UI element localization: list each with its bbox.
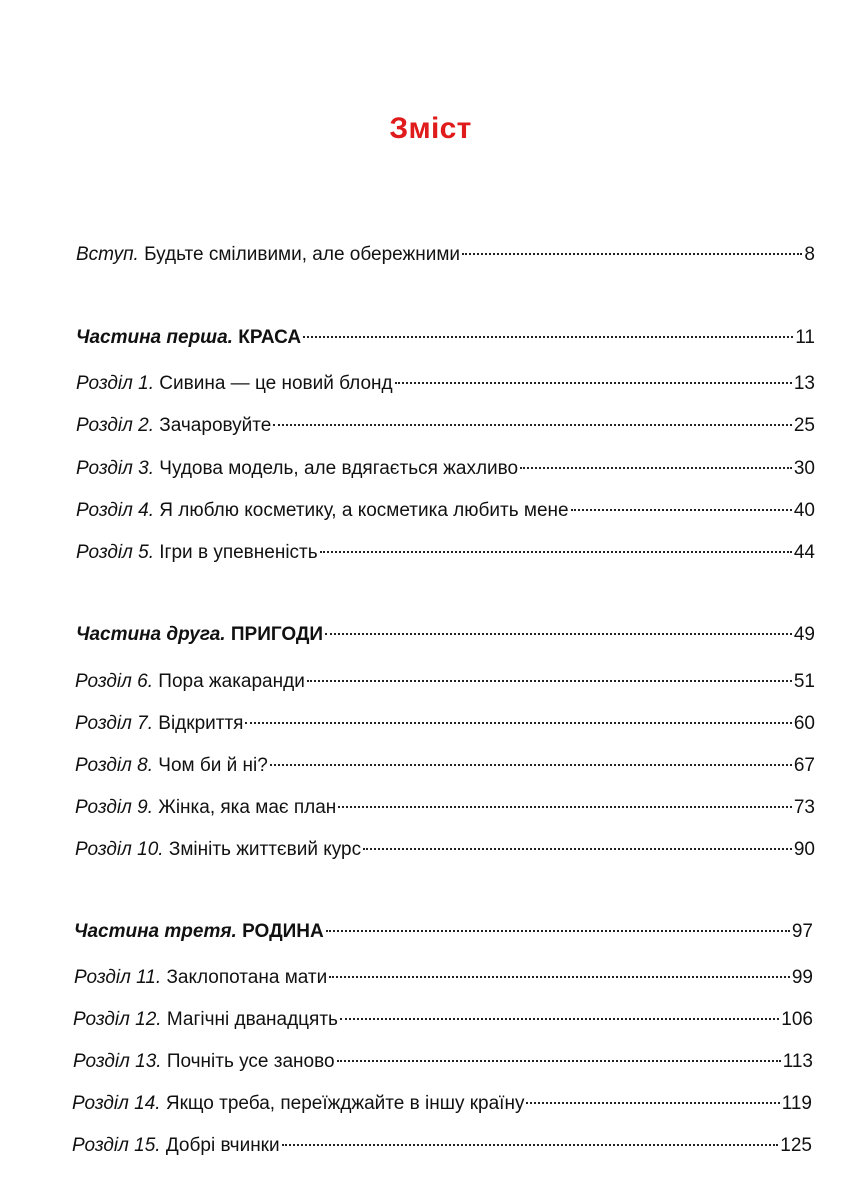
toc-entry-prefix: Розділ 10. [75,839,164,860]
toc-page-number: 11 [795,327,815,348]
toc-entry-title: Почніть усе заново [166,1051,335,1072]
dot-leader [320,551,792,553]
toc-entry-prefix: Розділ 8. [75,755,153,776]
toc-entry-label [73,1050,335,1074]
toc-page-number: 106 [781,1009,813,1030]
toc-entry-label [76,243,460,267]
toc-entry-title: РОДИНА [242,921,324,942]
toc-entry-chapter-9 [75,796,815,820]
toc-entry-chapter-5 [76,541,815,565]
dot-leader [307,680,792,682]
toc-entry-label [76,326,301,350]
toc-part-1 [76,326,815,350]
toc-entry-label [75,754,268,778]
toc-entry-title: Якщо треба, переїжджайте в іншу країну [165,1093,525,1114]
toc-entry-prefix: Розділ 6. [75,671,153,692]
dot-leader [326,930,790,932]
toc-entry-prefix: Розділ 11. [74,967,162,988]
toc-entry-prefix: Розділ 13. [73,1051,162,1072]
toc-page-number: 60 [793,713,815,734]
toc-entry-title: Магічні дванадцять [166,1009,338,1030]
toc-entry-label [73,1008,338,1032]
toc-entry-label [75,670,305,694]
toc-entry-title: Змініть життєвий курс [168,839,362,860]
toc-part-2 [76,623,815,647]
toc-entry-chapter-14 [72,1092,812,1116]
toc-entry-prefix: Розділ 7. [75,713,153,734]
toc-entry-chapter-1 [76,372,815,396]
dot-leader [325,633,792,635]
toc-entry-chapter-15 [72,1134,812,1158]
dot-leader [282,1144,779,1146]
toc-entry-title: КРАСА [238,327,302,348]
toc-entry-title: Відкриття [158,713,244,734]
dot-leader [245,722,791,724]
toc-page-number: 125 [780,1135,812,1156]
dot-leader [520,467,792,469]
toc-entry-intro [76,243,815,267]
toc-entry-prefix: Розділ 15. [72,1135,161,1156]
toc-entry-prefix: Розділ 1. [76,373,154,394]
toc-entry-title: Я люблю косметику, а косметика любить мене [159,500,569,521]
toc-entry-label [72,1092,524,1116]
toc-entry-title: Заклопотана мати [166,967,328,988]
toc-entry-prefix: Розділ 2. [76,415,154,436]
toc-entry-chapter-3 [76,457,815,481]
toc-entry-label [72,1134,280,1158]
toc-page-number: 40 [793,500,815,521]
toc-entry-label [75,838,361,862]
dot-leader [340,1018,779,1020]
toc-entry-prefix: Розділ 4. [76,500,154,521]
toc-page-number: 90 [793,839,815,860]
toc-entry-title: Добрі вчинки [165,1135,280,1156]
dot-leader [363,848,792,850]
toc-entry-prefix: Частина перша. [76,327,233,348]
toc-entry-label [74,920,324,944]
page-title: Зміст [389,112,472,145]
toc-entry-label [75,712,243,736]
toc-entry-label [76,457,518,481]
dot-leader [273,424,792,426]
dot-leader [462,253,802,255]
toc-page-number: 30 [793,458,815,479]
toc-entry-prefix: Розділ 3. [76,458,154,479]
dot-leader [337,1060,781,1062]
toc-entry-title: Чом би й ні? [158,755,268,776]
toc-page-number: 44 [793,542,815,563]
toc-entry-prefix: Розділ 5. [76,542,154,563]
toc-entry-chapter-6 [75,670,815,694]
toc-entry-chapter-13 [73,1050,813,1074]
toc-entry-label [74,966,327,990]
toc-entry-label [75,796,336,820]
toc-page-number: 73 [793,797,815,818]
toc-entry-title: Жінка, яка має план [158,797,337,818]
toc-entry-title: Сивина — це новий блонд [159,373,393,394]
toc-page-number: 8 [804,244,815,265]
toc-entry-label [76,499,569,523]
toc-entry-label [76,541,318,565]
toc-entry-chapter-10 [75,838,815,862]
toc-page-number: 51 [793,671,815,692]
toc-entry-prefix: Частина третя. [74,921,237,942]
dot-leader [338,806,792,808]
toc-entry-title: Чудова модель, але вдягається жахливо [159,458,519,479]
toc-page-number: 67 [793,755,815,776]
toc-entry-title: ПРИГОДИ [230,624,324,645]
toc-entry-label [76,623,323,647]
toc-entry-chapter-8 [75,754,815,778]
toc-entry-prefix: Розділ 12. [73,1009,162,1030]
toc-page-number: 13 [793,373,815,394]
dot-leader [395,382,792,384]
toc-entry-title: Ігри в упевненість [159,542,318,563]
toc-entry-label [76,372,393,396]
dot-leader [270,764,792,766]
dot-leader [329,976,790,978]
toc-entry-prefix: Вступ. [76,244,139,265]
toc-page-number: 97 [791,921,813,942]
dot-leader [526,1102,779,1104]
toc-page-number: 49 [793,624,815,645]
toc-entry-chapter-11 [74,966,813,990]
toc-entry-prefix: Розділ 14. [72,1093,161,1114]
toc-part-3 [74,920,813,944]
toc-entry-chapter-12 [73,1008,813,1032]
dot-leader [571,509,792,511]
toc-entry-chapter-4 [76,499,815,523]
toc-entry-chapter-7 [75,712,815,736]
toc-entry-title: Зачаровуйте [159,415,272,436]
toc-entry-prefix: Розділ 9. [75,797,153,818]
toc-entry-title: Будьте сміливими, але обережними [144,244,461,265]
dot-leader [303,336,793,338]
toc-page-number: 25 [793,415,815,436]
toc-entry-title: Пора жакаранди [158,671,305,692]
toc-entry-label [76,414,271,438]
toc-page-number: 99 [791,967,813,988]
toc-entry-prefix: Частина друга. [76,624,226,645]
toc-page-number: 119 [781,1093,812,1114]
toc-page-number: 113 [782,1051,813,1072]
toc-entry-chapter-2 [76,414,815,438]
